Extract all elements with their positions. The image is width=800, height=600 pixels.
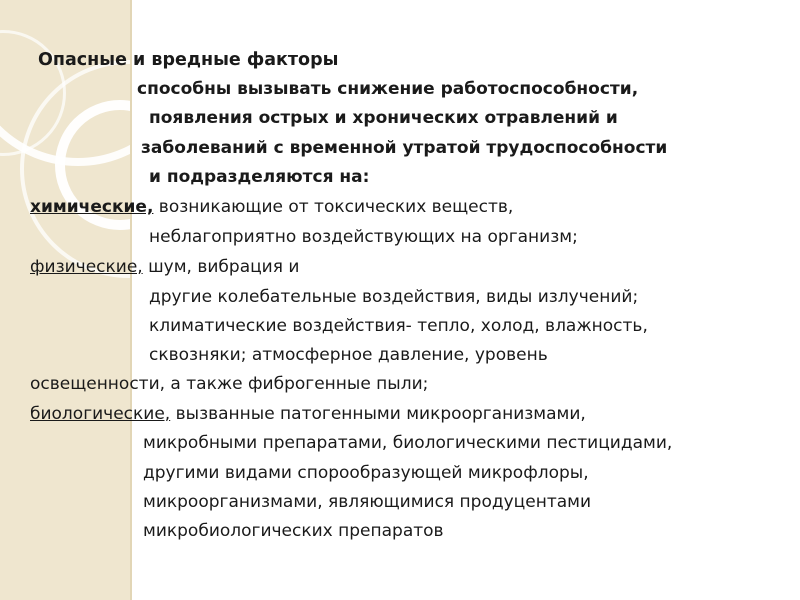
biological-term: биологические, — [30, 404, 171, 424]
intro-line: заболеваний с временной утратой трудоспособности — [141, 138, 668, 158]
biological-text: микроорганизмами, являющимися продуцентами — [143, 492, 592, 512]
physical-text: шум, вибрация и — [142, 257, 300, 277]
side-band-edge — [130, 0, 132, 600]
intro-line: и подразделяются на: — [149, 167, 370, 187]
chemical-text: неблагоприятно воздействующих на организм; — [149, 227, 578, 247]
physical-text: сквозняки; атмосферное давление, уровень — [149, 345, 548, 365]
physical-term: физические, — [30, 257, 143, 277]
physical-text: освещенности, а также фиброгенные пыли; — [30, 374, 429, 394]
intro-line: появления острых и хронических отравлений и — [149, 108, 618, 128]
chemical-paragraph — [30, 197, 513, 217]
chemical-text: возникающие от токсических веществ, — [153, 197, 514, 217]
biological-paragraph — [30, 404, 586, 424]
physical-paragraph — [30, 257, 299, 277]
chemical-term: химические, — [30, 197, 154, 217]
physical-text: другие колебательные воздействия, виды излучений; — [149, 287, 639, 307]
decorative-side-band — [0, 0, 130, 600]
physical-text: климатические воздействия- тепло, холод, влажность, — [149, 316, 648, 336]
biological-text: микробиологических препаратов — [143, 521, 444, 541]
biological-text: микробными препаратами, биологическими пестицидами, — [143, 433, 673, 453]
biological-text: вызванные патогенными микроорганизмами, — [170, 404, 586, 424]
slide-title: Опасные и вредные факторы — [38, 50, 339, 70]
intro-line: способны вызывать снижение работоспособности, — [137, 79, 639, 99]
biological-text: другими видами спорообразующей микрофлоры, — [143, 463, 589, 483]
